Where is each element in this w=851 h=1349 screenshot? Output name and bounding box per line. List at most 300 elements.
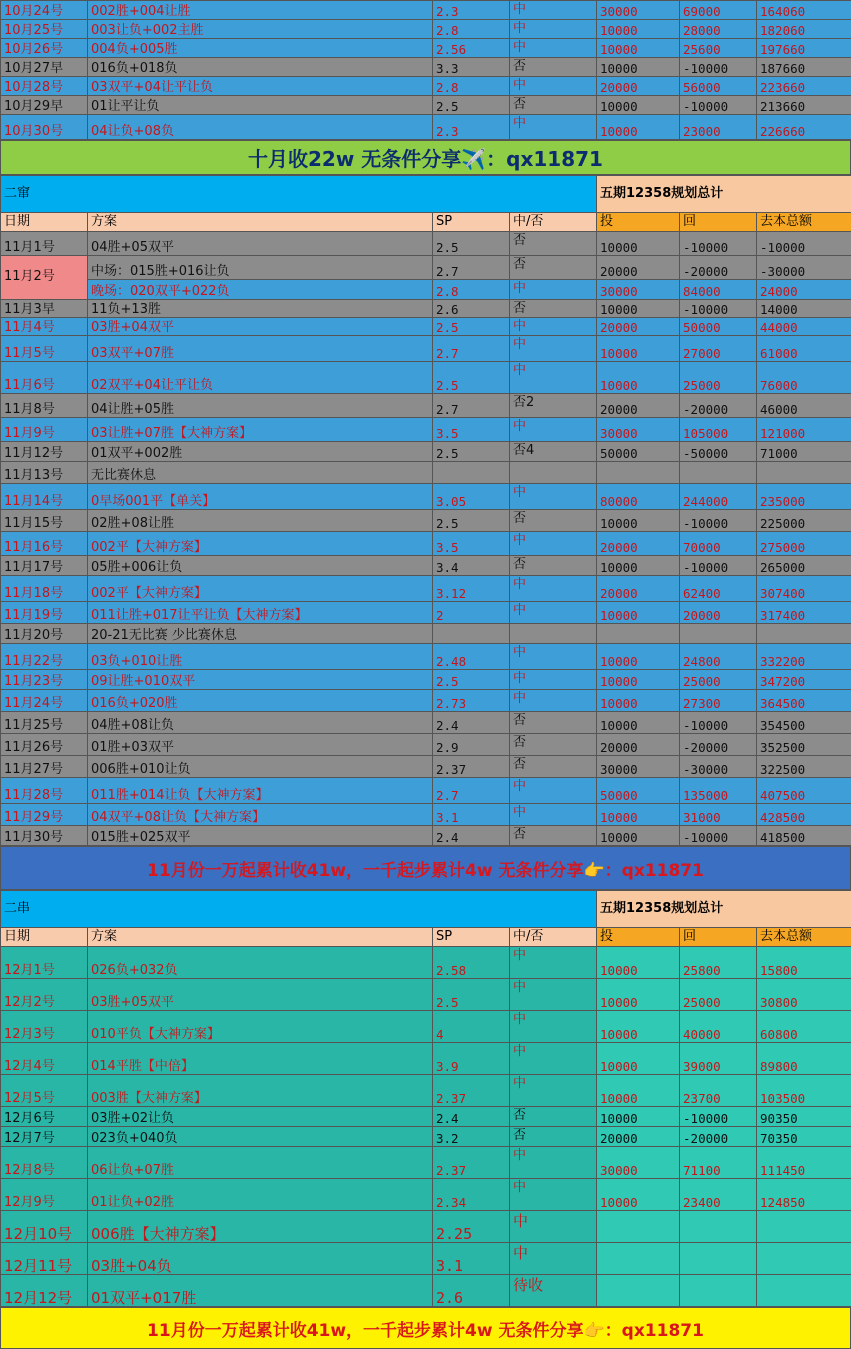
november-summary-banner bbox=[0, 846, 851, 890]
table-row bbox=[1, 804, 851, 826]
header-bet: 投 bbox=[597, 928, 680, 947]
bet-cell bbox=[597, 624, 680, 644]
november-section-title: 五期12358规划总计 bbox=[597, 176, 851, 213]
return-cell: 62400 bbox=[680, 576, 757, 602]
table-row bbox=[1, 947, 851, 979]
result-cell: 否 bbox=[510, 58, 597, 77]
result-cell: 中 bbox=[510, 1011, 597, 1043]
december-header-row bbox=[1, 928, 851, 947]
plan-cell: 01让平让负 bbox=[88, 96, 433, 115]
total-cell: 121000 bbox=[757, 418, 851, 442]
table-row bbox=[1, 556, 851, 576]
bet-cell: 10000 bbox=[597, 336, 680, 362]
sp-cell: 4 bbox=[433, 1011, 510, 1043]
table-row bbox=[1, 670, 851, 690]
plan-cell: 002平【大神方案】 bbox=[88, 532, 433, 556]
total-cell: 197660 bbox=[757, 39, 851, 58]
header-result: 中/否 bbox=[510, 213, 597, 232]
october-table bbox=[0, 0, 851, 140]
plan-cell: 20-21无比赛 少比赛休息 bbox=[88, 624, 433, 644]
result-cell: 否 bbox=[510, 826, 597, 846]
date-cell: 10月25号 bbox=[1, 20, 88, 39]
plan-cell: 003让负+002主胜 bbox=[88, 20, 433, 39]
total-cell: 15800 bbox=[757, 947, 851, 979]
table-row bbox=[1, 462, 851, 484]
total-cell: 332200 bbox=[757, 644, 851, 670]
sp-cell: 2.6 bbox=[433, 300, 510, 318]
plan-cell: 03胜+04负 bbox=[88, 1243, 433, 1275]
plan-cell: 06让负+07胜 bbox=[88, 1147, 433, 1179]
return-cell: -10000 bbox=[680, 510, 757, 532]
return-cell: 71100 bbox=[680, 1147, 757, 1179]
bet-cell: 20000 bbox=[597, 77, 680, 96]
table-row bbox=[1, 756, 851, 778]
table-row bbox=[1, 1011, 851, 1043]
total-cell: 70350 bbox=[757, 1127, 851, 1147]
november-table bbox=[0, 175, 851, 846]
sp-cell: 2.6 bbox=[433, 1275, 510, 1307]
total-cell: 428500 bbox=[757, 804, 851, 826]
result-cell: 待收 bbox=[510, 1275, 597, 1307]
plan-cell: 03让胜+07胜【大神方案】 bbox=[88, 418, 433, 442]
table-row bbox=[1, 734, 851, 756]
bet-cell: 10000 bbox=[597, 670, 680, 690]
total-cell: 124850 bbox=[757, 1179, 851, 1211]
plan-cell: 002平【大神方案】 bbox=[88, 576, 433, 602]
total-cell: 89800 bbox=[757, 1043, 851, 1075]
sp-cell: 2.4 bbox=[433, 1107, 510, 1127]
bet-cell: 10000 bbox=[597, 362, 680, 394]
plan-cell: 010平负【大神方案】 bbox=[88, 1011, 433, 1043]
bet-cell: 10000 bbox=[597, 58, 680, 77]
bet-cell bbox=[597, 462, 680, 484]
result-cell: 中 bbox=[510, 1043, 597, 1075]
date-cell: 11月16号 bbox=[1, 532, 88, 556]
bet-cell: 10000 bbox=[597, 602, 680, 624]
result-cell: 否 bbox=[510, 1107, 597, 1127]
table-row bbox=[1, 1127, 851, 1147]
return-cell: -10000 bbox=[680, 96, 757, 115]
total-cell: 44000 bbox=[757, 318, 851, 336]
bet-cell: 10000 bbox=[597, 300, 680, 318]
table-row bbox=[1, 442, 851, 462]
result-cell: 中 bbox=[510, 115, 597, 140]
bet-cell: 10000 bbox=[597, 979, 680, 1011]
sp-cell: 2.8 bbox=[433, 77, 510, 96]
sp-cell: 2.7 bbox=[433, 394, 510, 418]
bet-cell: 20000 bbox=[597, 1127, 680, 1147]
header-total: 去本总额 bbox=[757, 213, 851, 232]
plan-cell: 11负+13胜 bbox=[88, 300, 433, 318]
sp-cell: 2.58 bbox=[433, 947, 510, 979]
total-cell: 235000 bbox=[757, 484, 851, 510]
date-cell: 10月28号 bbox=[1, 77, 88, 96]
date-cell: 11月2号 bbox=[1, 256, 88, 300]
date-cell: 11月18号 bbox=[1, 576, 88, 602]
december-table bbox=[0, 890, 851, 1307]
sp-cell: 2.5 bbox=[433, 362, 510, 394]
table-row bbox=[1, 115, 851, 140]
result-cell bbox=[510, 624, 597, 644]
plan-cell: 014平胜【中倍】 bbox=[88, 1043, 433, 1075]
date-cell: 11月22号 bbox=[1, 644, 88, 670]
table-row bbox=[1, 484, 851, 510]
total-cell: 418500 bbox=[757, 826, 851, 846]
result-cell: 否 bbox=[510, 300, 597, 318]
total-cell: 76000 bbox=[757, 362, 851, 394]
header-plan: 方案 bbox=[88, 213, 433, 232]
table-row bbox=[1, 1211, 851, 1243]
bet-cell: 10000 bbox=[597, 1043, 680, 1075]
return-cell: 50000 bbox=[680, 318, 757, 336]
date-cell: 10月27早 bbox=[1, 58, 88, 77]
return-cell: 244000 bbox=[680, 484, 757, 510]
bet-cell: 10000 bbox=[597, 690, 680, 712]
date-cell: 10月29早 bbox=[1, 96, 88, 115]
result-cell: 中 bbox=[510, 484, 597, 510]
november-section-label: 二窜 bbox=[1, 176, 597, 213]
header-return: 回 bbox=[680, 213, 757, 232]
table-row bbox=[1, 510, 851, 532]
table-row bbox=[1, 280, 851, 300]
bet-cell: 30000 bbox=[597, 418, 680, 442]
table-row bbox=[1, 979, 851, 1011]
sp-cell: 2.5 bbox=[433, 96, 510, 115]
table-row bbox=[1, 1179, 851, 1211]
return-cell: -10000 bbox=[680, 300, 757, 318]
december-summary-banner bbox=[0, 1307, 851, 1349]
result-cell: 中 bbox=[510, 602, 597, 624]
date-cell: 12月8号 bbox=[1, 1147, 88, 1179]
return-cell: 23700 bbox=[680, 1075, 757, 1107]
sp-cell: 2.7 bbox=[433, 336, 510, 362]
return-cell bbox=[680, 1243, 757, 1275]
table-row bbox=[1, 602, 851, 624]
result-cell: 中 bbox=[510, 1075, 597, 1107]
return-cell: 25000 bbox=[680, 362, 757, 394]
bet-cell: 20000 bbox=[597, 532, 680, 556]
result-cell: 否 bbox=[510, 712, 597, 734]
total-cell bbox=[757, 1275, 851, 1307]
return-cell: 70000 bbox=[680, 532, 757, 556]
result-cell: 否 bbox=[510, 96, 597, 115]
bet-cell: 10000 bbox=[597, 96, 680, 115]
date-cell: 12月11号 bbox=[1, 1243, 88, 1275]
december-section-row bbox=[1, 891, 851, 928]
date-cell: 11月25号 bbox=[1, 712, 88, 734]
december-summary-text: 11月份一万起累计收41w，一千起步累计4w 无条件分享👉：qx11871 bbox=[147, 1316, 704, 1341]
sp-cell: 2.9 bbox=[433, 734, 510, 756]
total-cell bbox=[757, 462, 851, 484]
return-cell: -20000 bbox=[680, 394, 757, 418]
return-cell: -10000 bbox=[680, 58, 757, 77]
table-row bbox=[1, 300, 851, 318]
bet-cell: 10000 bbox=[597, 20, 680, 39]
return-cell: 25600 bbox=[680, 39, 757, 58]
date-cell: 10月24号 bbox=[1, 1, 88, 20]
table-row bbox=[1, 1243, 851, 1275]
return-cell: 56000 bbox=[680, 77, 757, 96]
sp-cell: 3.3 bbox=[433, 58, 510, 77]
header-date: 日期 bbox=[1, 213, 88, 232]
return-cell: 20000 bbox=[680, 602, 757, 624]
result-cell: 否 bbox=[510, 256, 597, 280]
result-cell: 否 bbox=[510, 510, 597, 532]
table-row bbox=[1, 1043, 851, 1075]
return-cell: 25800 bbox=[680, 947, 757, 979]
table-row bbox=[1, 96, 851, 115]
sp-cell: 2.48 bbox=[433, 644, 510, 670]
plan-cell: 04胜+05双平 bbox=[88, 232, 433, 256]
return-cell: 28000 bbox=[680, 20, 757, 39]
date-cell: 11月17号 bbox=[1, 556, 88, 576]
total-cell: 354500 bbox=[757, 712, 851, 734]
return-cell bbox=[680, 1275, 757, 1307]
result-cell: 中 bbox=[510, 778, 597, 804]
sp-cell: 2.25 bbox=[433, 1211, 510, 1243]
return-cell: 40000 bbox=[680, 1011, 757, 1043]
sp-cell: 3.5 bbox=[433, 418, 510, 442]
return-cell: 24800 bbox=[680, 644, 757, 670]
date-cell: 12月10号 bbox=[1, 1211, 88, 1243]
bet-cell: 50000 bbox=[597, 442, 680, 462]
table-row bbox=[1, 778, 851, 804]
sp-cell: 3.1 bbox=[433, 1243, 510, 1275]
result-cell: 否 bbox=[510, 1127, 597, 1147]
header-return: 回 bbox=[680, 928, 757, 947]
table-row bbox=[1, 712, 851, 734]
date-cell: 11月1号 bbox=[1, 232, 88, 256]
sp-cell: 3.5 bbox=[433, 532, 510, 556]
sp-cell: 2.37 bbox=[433, 756, 510, 778]
result-cell bbox=[510, 462, 597, 484]
total-cell: 14000 bbox=[757, 300, 851, 318]
result-cell: 否 bbox=[510, 734, 597, 756]
date-cell: 11月15号 bbox=[1, 510, 88, 532]
sp-cell: 2.8 bbox=[433, 20, 510, 39]
sp-cell: 2.5 bbox=[433, 442, 510, 462]
sp-cell: 3.12 bbox=[433, 576, 510, 602]
bet-cell: 10000 bbox=[597, 947, 680, 979]
table-row bbox=[1, 20, 851, 39]
plan-cell: 03胜+02让负 bbox=[88, 1107, 433, 1127]
sp-cell: 2.4 bbox=[433, 826, 510, 846]
table-row bbox=[1, 232, 851, 256]
plan-cell: 03胜+04双平 bbox=[88, 318, 433, 336]
result-cell: 中 bbox=[510, 77, 597, 96]
date-cell: 11月28号 bbox=[1, 778, 88, 804]
bet-cell: 10000 bbox=[597, 510, 680, 532]
result-cell: 否 bbox=[510, 232, 597, 256]
total-cell bbox=[757, 624, 851, 644]
total-cell: 187660 bbox=[757, 58, 851, 77]
table-row bbox=[1, 58, 851, 77]
table-row bbox=[1, 77, 851, 96]
table-row bbox=[1, 418, 851, 442]
total-cell: 164060 bbox=[757, 1, 851, 20]
date-cell: 11月8号 bbox=[1, 394, 88, 418]
plan-cell: 006胜+010让负 bbox=[88, 756, 433, 778]
plan-cell: 011让胜+017让平让负【大神方案】 bbox=[88, 602, 433, 624]
table-row bbox=[1, 1107, 851, 1127]
sp-cell: 2.7 bbox=[433, 256, 510, 280]
date-cell: 11月20号 bbox=[1, 624, 88, 644]
header-total: 去本总额 bbox=[757, 928, 851, 947]
plan-cell: 01双平+002胜 bbox=[88, 442, 433, 462]
header-sp: SP bbox=[433, 213, 510, 232]
return-cell: 31000 bbox=[680, 804, 757, 826]
plan-cell: 01让负+02胜 bbox=[88, 1179, 433, 1211]
result-cell: 否2 bbox=[510, 394, 597, 418]
return-cell: -50000 bbox=[680, 442, 757, 462]
table-row bbox=[1, 362, 851, 394]
total-cell bbox=[757, 1211, 851, 1243]
bet-cell: 10000 bbox=[597, 1075, 680, 1107]
total-cell: 90350 bbox=[757, 1107, 851, 1127]
total-cell: 307400 bbox=[757, 576, 851, 602]
total-cell: 111450 bbox=[757, 1147, 851, 1179]
return-cell: -20000 bbox=[680, 1127, 757, 1147]
bet-cell: 10000 bbox=[597, 115, 680, 140]
plan-cell: 晚场：020双平+022负 bbox=[88, 280, 433, 300]
total-cell: 71000 bbox=[757, 442, 851, 462]
date-cell: 11月29号 bbox=[1, 804, 88, 826]
bet-cell: 10000 bbox=[597, 232, 680, 256]
return-cell: -10000 bbox=[680, 556, 757, 576]
result-cell: 中 bbox=[510, 280, 597, 300]
date-cell: 11月19号 bbox=[1, 602, 88, 624]
december-section-label: 二串 bbox=[1, 891, 597, 928]
result-cell: 中 bbox=[510, 804, 597, 826]
result-cell: 中 bbox=[510, 336, 597, 362]
december-section-title: 五期12358规划总计 bbox=[597, 891, 851, 928]
date-cell: 11月4号 bbox=[1, 318, 88, 336]
plan-cell: 中场：015胜+016让负 bbox=[88, 256, 433, 280]
result-cell: 中 bbox=[510, 1179, 597, 1211]
return-cell: -10000 bbox=[680, 1107, 757, 1127]
plan-cell: 026负+032负 bbox=[88, 947, 433, 979]
bet-cell bbox=[597, 1243, 680, 1275]
total-cell: 226660 bbox=[757, 115, 851, 140]
sp-cell: 2.4 bbox=[433, 712, 510, 734]
sp-cell: 2.7 bbox=[433, 778, 510, 804]
date-cell: 11月5号 bbox=[1, 336, 88, 362]
table-row bbox=[1, 39, 851, 58]
sp-cell: 2.73 bbox=[433, 690, 510, 712]
bet-cell bbox=[597, 1211, 680, 1243]
total-cell: 182060 bbox=[757, 20, 851, 39]
bet-cell: 10000 bbox=[597, 826, 680, 846]
october-summary-banner bbox=[0, 140, 851, 175]
table-row bbox=[1, 690, 851, 712]
plan-cell: 04胜+08让负 bbox=[88, 712, 433, 734]
plan-cell: 无比赛休息 bbox=[88, 462, 433, 484]
table-row bbox=[1, 1275, 851, 1307]
plan-cell: 002胜+004让胜 bbox=[88, 1, 433, 20]
total-cell bbox=[757, 1243, 851, 1275]
bet-cell: 10000 bbox=[597, 712, 680, 734]
sp-cell: 3.1 bbox=[433, 804, 510, 826]
result-cell: 中 bbox=[510, 39, 597, 58]
sp-cell: 3.2 bbox=[433, 1127, 510, 1147]
header-bet: 投 bbox=[597, 213, 680, 232]
november-header-row bbox=[1, 213, 851, 232]
plan-cell: 09让胜+010双平 bbox=[88, 670, 433, 690]
result-cell: 否4 bbox=[510, 442, 597, 462]
date-cell: 10月26号 bbox=[1, 39, 88, 58]
return-cell: -20000 bbox=[680, 734, 757, 756]
total-cell: -10000 bbox=[757, 232, 851, 256]
table-row bbox=[1, 532, 851, 556]
total-cell: 213660 bbox=[757, 96, 851, 115]
date-cell: 12月2号 bbox=[1, 979, 88, 1011]
sp-cell: 2.37 bbox=[433, 1147, 510, 1179]
sp-cell: 3.9 bbox=[433, 1043, 510, 1075]
total-cell: 30800 bbox=[757, 979, 851, 1011]
bet-cell: 30000 bbox=[597, 1, 680, 20]
return-cell bbox=[680, 1211, 757, 1243]
bet-cell: 10000 bbox=[597, 1179, 680, 1211]
return-cell: -20000 bbox=[680, 256, 757, 280]
result-cell: 中 bbox=[510, 20, 597, 39]
date-cell: 11月30号 bbox=[1, 826, 88, 846]
date-cell: 12月7号 bbox=[1, 1127, 88, 1147]
sp-cell bbox=[433, 624, 510, 644]
return-cell: 69000 bbox=[680, 1, 757, 20]
plan-cell: 01胜+03双平 bbox=[88, 734, 433, 756]
sp-cell: 2.5 bbox=[433, 232, 510, 256]
sp-cell: 2 bbox=[433, 602, 510, 624]
result-cell: 中 bbox=[510, 644, 597, 670]
date-cell: 11月6号 bbox=[1, 362, 88, 394]
return-cell: -30000 bbox=[680, 756, 757, 778]
table-row bbox=[1, 256, 851, 280]
result-cell: 中 bbox=[510, 1147, 597, 1179]
date-cell: 12月1号 bbox=[1, 947, 88, 979]
total-cell: 61000 bbox=[757, 336, 851, 362]
date-cell: 11月24号 bbox=[1, 690, 88, 712]
total-cell: 24000 bbox=[757, 280, 851, 300]
bet-cell: 20000 bbox=[597, 576, 680, 602]
plan-cell: 03胜+05双平 bbox=[88, 979, 433, 1011]
result-cell: 中 bbox=[510, 670, 597, 690]
date-cell: 11月14号 bbox=[1, 484, 88, 510]
date-cell: 12月6号 bbox=[1, 1107, 88, 1127]
total-cell: 364500 bbox=[757, 690, 851, 712]
plan-cell: 011胜+014让负【大神方案】 bbox=[88, 778, 433, 804]
return-cell: 84000 bbox=[680, 280, 757, 300]
date-cell: 12月3号 bbox=[1, 1011, 88, 1043]
bet-cell: 10000 bbox=[597, 804, 680, 826]
date-cell: 11月9号 bbox=[1, 418, 88, 442]
plan-cell: 03负+010让胜 bbox=[88, 644, 433, 670]
result-cell: 中 bbox=[510, 1, 597, 20]
header-sp: SP bbox=[433, 928, 510, 947]
table-row bbox=[1, 336, 851, 362]
plan-cell: 003胜【大神方案】 bbox=[88, 1075, 433, 1107]
sp-cell: 2.5 bbox=[433, 670, 510, 690]
sp-cell: 2.5 bbox=[433, 979, 510, 1011]
return-cell bbox=[680, 462, 757, 484]
total-cell: 225000 bbox=[757, 510, 851, 532]
date-cell: 11月13号 bbox=[1, 462, 88, 484]
bet-cell: 50000 bbox=[597, 778, 680, 804]
october-summary-text: 十月收22w 无条件分享✈️：qx11871 bbox=[248, 143, 603, 172]
november-section-row bbox=[1, 176, 851, 213]
result-cell: 中 bbox=[510, 1243, 597, 1275]
sp-cell: 2.37 bbox=[433, 1075, 510, 1107]
plan-cell: 015胜+025双平 bbox=[88, 826, 433, 846]
